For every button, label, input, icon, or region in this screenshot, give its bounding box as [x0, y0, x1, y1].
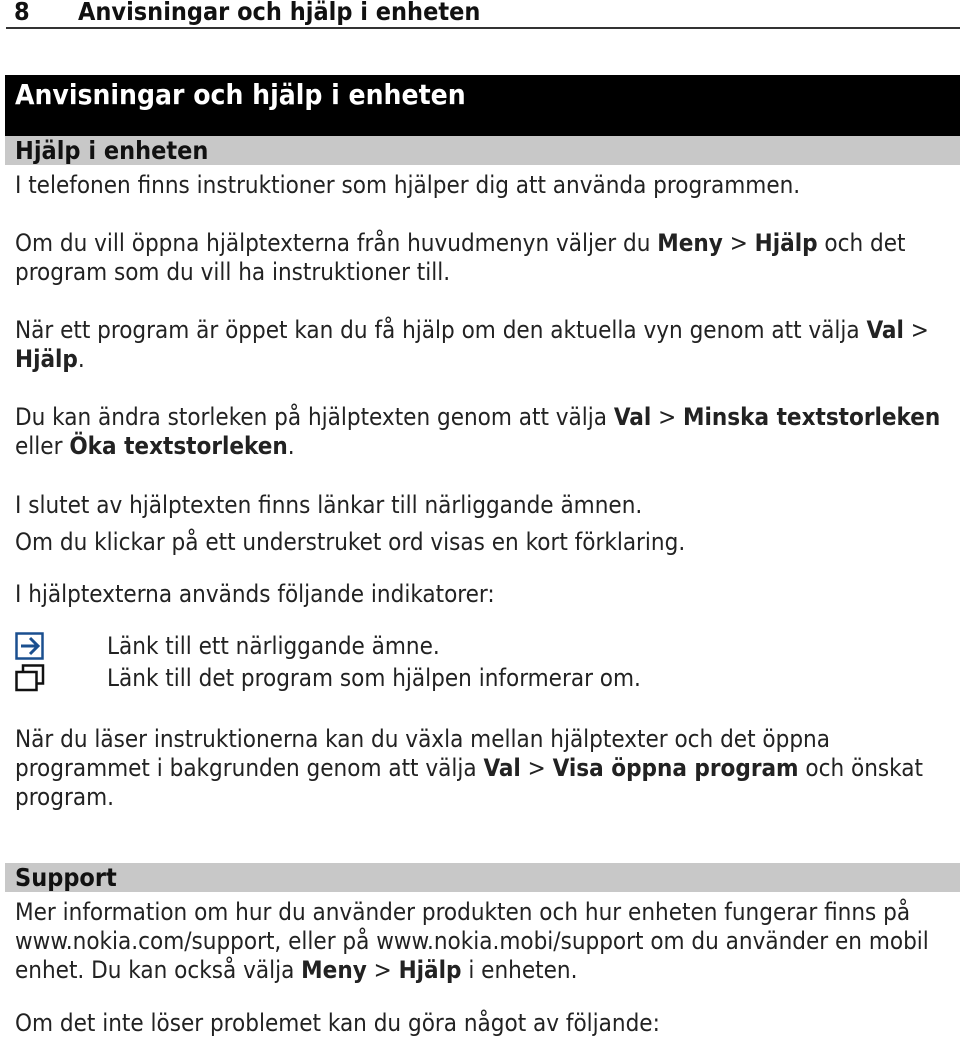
chapter-title: Anvisningar och hjälp i enheten: [15, 78, 466, 111]
help-term: Hjälp: [15, 345, 78, 373]
chapter-title-bar: [5, 75, 960, 136]
menu-separator: >: [651, 403, 684, 431]
help-p6-text: I hjälptexterna används följande indikatorer:: [15, 580, 495, 608]
application-windows-icon: [15, 664, 45, 692]
indicator-row: [15, 662, 960, 694]
header-rule: [6, 27, 960, 29]
menu-term: Meny: [301, 956, 367, 984]
support-p1-text-1: Mer information om hur du använder produkten och hur enheten fungerar finns på www.nokia.com/support, eller på www.nokia.mobi/support om du använder en mobil enhet. Du kan också välja: [15, 898, 929, 984]
help-p1-text: I telefonen finns instruktioner som hjälper dig att använda programmen.: [15, 171, 801, 199]
support-paragraph-1: [15, 898, 960, 985]
help-term: Hjälp: [398, 956, 462, 984]
larger-text-term: Öka textstorleken: [69, 432, 288, 460]
menu-separator: >: [722, 229, 755, 257]
help-paragraph-6: [15, 580, 960, 609]
help-paragraph-4: [15, 403, 960, 461]
running-head: [14, 0, 960, 27]
help-paragraph-5b: [15, 528, 960, 557]
help-p4-text-3: .: [287, 432, 295, 460]
help-p2-text-1: Om du vill öppna hjälptexterna från huvudmenyn väljer du: [15, 229, 658, 257]
options-term: Val: [613, 403, 652, 431]
help-paragraph-5a: [15, 491, 960, 520]
menu-separator: >: [366, 956, 399, 984]
help-p3-text-1: När ett program är öppet kan du få hjälp om den aktuella vyn genom att välja: [15, 316, 867, 344]
section-title-support: [5, 863, 960, 892]
help-paragraph-7: [15, 725, 960, 812]
help-p7-text-2: och önskat program.: [15, 754, 923, 811]
options-term: Val: [866, 316, 904, 344]
related-topic-arrow-icon: [15, 632, 45, 660]
menu-separator: >: [520, 754, 553, 782]
help-p7-text-1: När du läser instruktionerna kan du växla mellan hjälptexter och det öppna programmet i bakgrunden genom att välja: [15, 725, 830, 782]
help-paragraph-3: [15, 316, 960, 374]
help-term: Hjälp: [754, 229, 818, 257]
help-p4-text-1: Du kan ändra storleken på hjälptexten genom att välja: [15, 403, 614, 431]
section-title-help-text: Hjälp i enheten: [15, 136, 209, 165]
help-p2-text-2: och det program som du vill ha instruktioner till.: [15, 229, 906, 286]
menu-separator: >: [903, 316, 929, 344]
menu-term: Meny: [657, 229, 723, 257]
support-p1-text-2: i enheten.: [461, 956, 578, 984]
help-p5b-text: Om du klickar på ett understruket ord visas en kort förklaring.: [15, 528, 686, 556]
section-title-support-text: Support: [15, 863, 117, 892]
help-paragraph-1: [15, 171, 960, 200]
page-number: 8: [14, 0, 30, 26]
section-title-help: [5, 136, 960, 165]
indicator-text: Länk till ett närliggande ämne.: [107, 632, 440, 660]
help-p4-text-2: eller: [15, 432, 70, 460]
indicator-text: Länk till det program som hjälpen informerar om.: [107, 664, 641, 692]
help-paragraph-2: [15, 229, 960, 287]
support-paragraph-2: [15, 1009, 960, 1038]
show-open-apps-term: Visa öppna program: [552, 754, 799, 782]
running-head-title: Anvisningar och hjälp i enheten: [78, 0, 481, 26]
smaller-text-term: Minska textstorleken: [683, 403, 941, 431]
help-p5a-text: I slutet av hjälptexten finns länkar till närliggande ämnen.: [15, 491, 643, 519]
options-term: Val: [483, 754, 521, 782]
indicator-row: [15, 630, 960, 662]
help-p3-text-2: .: [77, 345, 85, 373]
support-p2-text: Om det inte löser problemet kan du göra något av följande:: [15, 1009, 660, 1037]
